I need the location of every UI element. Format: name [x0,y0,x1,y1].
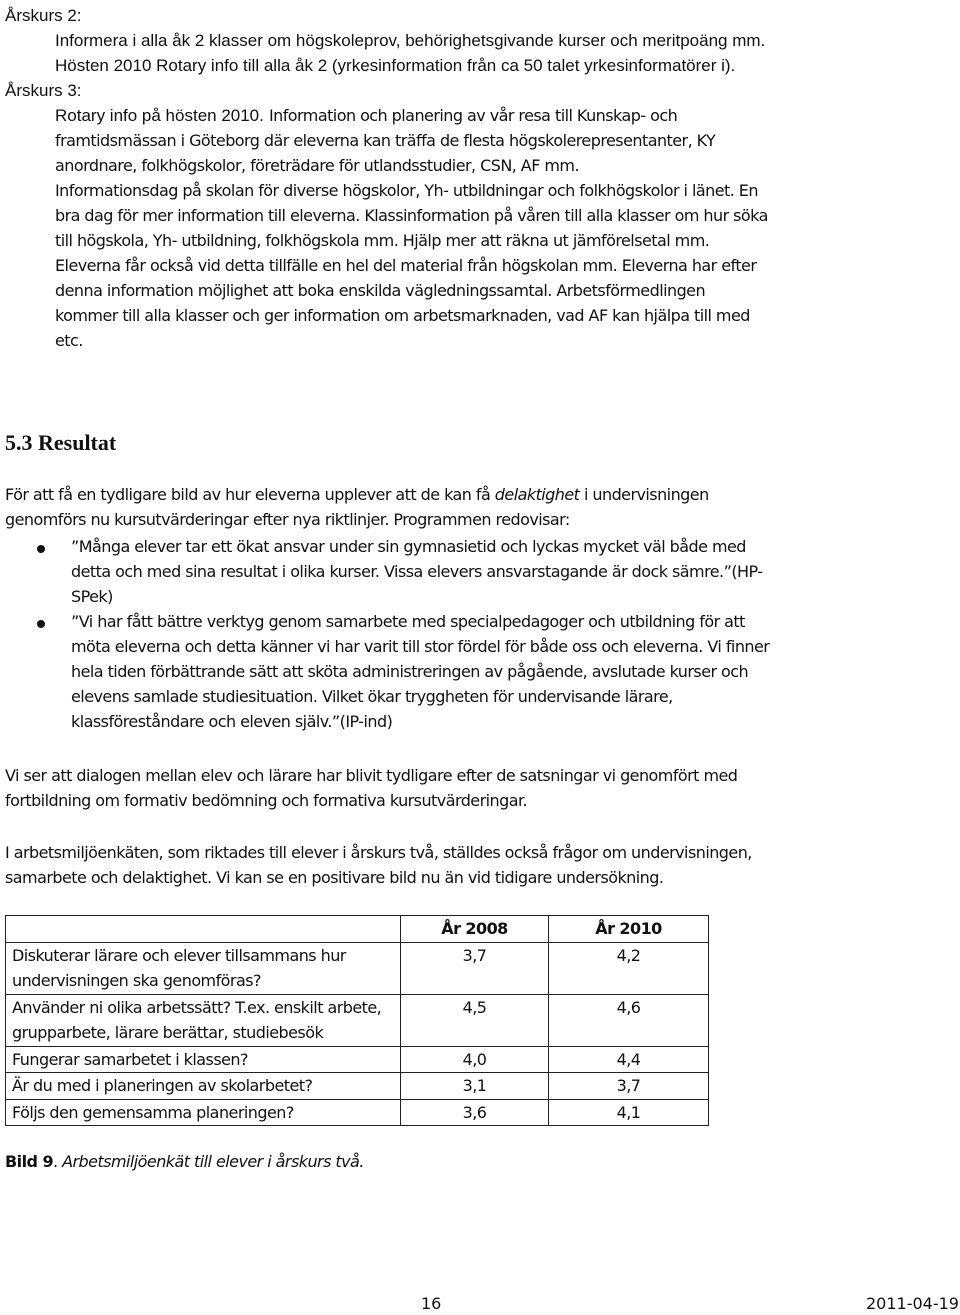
arskurs3-info-text: Information och planering av vår resa till Kunskap- och [268,106,678,125]
para2-line-1: Vi ser att dialogen mellan elev och lärare har blivit tydligare efter de satsningar vi genomfört med [5,766,738,785]
table-header-row [6,916,709,943]
value-2008-cell: 3,6 [401,1099,549,1126]
figure-caption [5,1152,364,1171]
value-2010-cell: 4,6 [549,994,709,1046]
value-2010-cell: 4,4 [549,1046,709,1073]
table-row [6,994,709,1046]
bullet-2-line: elevens samlade studiesituation. Vilket ökar tryggheten för undervisande lärare, [71,687,673,706]
para3-line-2: samarbete och delaktighet. Vi kan se en positivare bild nu än vid tidigare undersökning. [5,868,664,887]
bullet-dot [37,620,45,628]
question-cell: Diskuterar lärare och elever tillsammans hur undervisningen ska genomföras? [6,942,401,994]
para2-line-2: fortbildning om formativ bedömning och formativa kursutvärderingar. [5,791,528,810]
arskurs3-line: Eleverna får också vid detta tillfälle en hel del material från högskolan mm. Eleverna har efter [55,256,757,275]
question-cell: Fungerar samarbetet i klassen? [6,1046,401,1073]
arskurs2-line-2: Hösten 2010 Rotary info till alla åk 2 (yrkesinformation från ca 50 talet yrkesinformatörer i). [55,56,736,75]
value-2010-cell: 3,7 [549,1073,709,1100]
arskurs3-line: denna information möjlighet att boka enskilda vägledningssamtal. Arbetsförmedlingen [55,281,706,300]
bullet-2-line: hela tiden förbättrande sätt att sköta administreringen av pågående, avslutade kurser och [71,662,749,681]
arskurs3-first-line [55,103,677,129]
table-header-cell: År 2010 [549,916,709,943]
page-number: 16 [421,1294,442,1313]
value-2008-cell: 3,7 [401,942,549,994]
caption-label: Bild 9 [5,1152,54,1171]
caption-separator: . [53,1152,58,1171]
question-cell: Använder ni olika arbetssätt? T.ex. enskilt arbete, grupparbete, lärare berättar, studiebesök [6,994,401,1046]
arskurs2-line-1: Informera i alla åk 2 klasser om högskoleprov, behörighetsgivande kurser och meritpoäng mm. [55,31,766,50]
arskurs3-line: till högskola, Yh- utbildning, folkhögskola mm. Hjälp mer att räkna ut jämförelsetal mm. [55,231,710,250]
value-2010-cell: 4,1 [549,1099,709,1126]
value-2010-cell: 4,2 [549,942,709,994]
intro-line-2: genomförs nu kursutvärderingar efter nya riktlinjer. Programmen redovisar: [5,510,570,529]
table-row [6,1046,709,1073]
value-2008-cell: 4,0 [401,1046,549,1073]
question-cell: Är du med i planeringen av skolarbetet? [6,1073,401,1100]
table-row [6,942,709,994]
bullet-1-line: ”Många elever tar ett ökat ansvar under sin gymnasietid och lyckas mycket väl både med [71,537,746,556]
bullet-2-line: möta eleverna och detta känner vi har varit till stor fördel för både oss och eleverna. Vi finner [71,637,770,656]
arskurs2-label: Årskurs 2: [5,6,82,25]
table-header-cell [6,916,401,943]
arskurs3-rotary-text: Rotary info på hösten 2010. [55,106,264,125]
value-2008-cell: 3,1 [401,1073,549,1100]
bullet-1-line: SPek) [71,587,113,606]
survey-table [5,915,709,1126]
arskurs3-line: etc. [55,331,83,350]
table-row [6,1099,709,1126]
table-header-cell: År 2008 [401,916,549,943]
footer-date: 2011-04-19 [866,1294,959,1313]
arskurs3-line: framtidsmässan i Göteborg där eleverna kan träffa de flesta högskolerepresentanter, KY [55,131,716,150]
table-row [6,1073,709,1100]
question-cell: Följs den gemensamma planeringen? [6,1099,401,1126]
value-2008-cell: 4,5 [401,994,549,1046]
bullet-1-line: detta och med sina resultat i olika kurser. Vissa elevers ansvarstagande är dock sämre.”(HP- [71,562,763,581]
para3-line-1: I arbetsmiljöenkäten, som riktades till elever i årskurs två, ställdes också frågor om undervisningen, [5,843,752,862]
bullet-2-line: klassföreståndare och eleven själv.”(IP-ind) [71,712,393,731]
intro-italic-term: delaktighet [494,485,580,504]
intro-text-after: i undervisningen [583,485,709,504]
caption-text: Arbetsmiljöenkät till elever i årskurs två. [62,1152,364,1171]
arskurs3-line: bra dag för mer information till eleverna. Klassinformation på våren till alla klasser om hur söka [55,206,768,225]
arskurs3-line: Informationsdag på skolan för diverse högskolor, Yh- utbildningar och folkhögskolor i länet. En [55,181,758,200]
bullet-dot [37,545,45,553]
section-heading: 5.3 Resultat [5,430,117,455]
arskurs3-line: kommer till alla klasser och ger information om arbetsmarknaden, vad AF kan hjälpa till med [55,306,750,325]
bullet-2-line: ”Vi har fått bättre verktyg genom samarbete med specialpedagoger och utbildning för att [71,612,745,631]
arskurs3-label: Årskurs 3: [5,81,82,100]
intro-line-1 [5,482,709,508]
intro-text-before: För att få en tydligare bild av hur eleverna upplever att de kan få [5,485,491,504]
arskurs3-line: anordnare, folkhögskolor, företrädare för utlandsstudier, CSN, AF mm. [55,156,580,175]
